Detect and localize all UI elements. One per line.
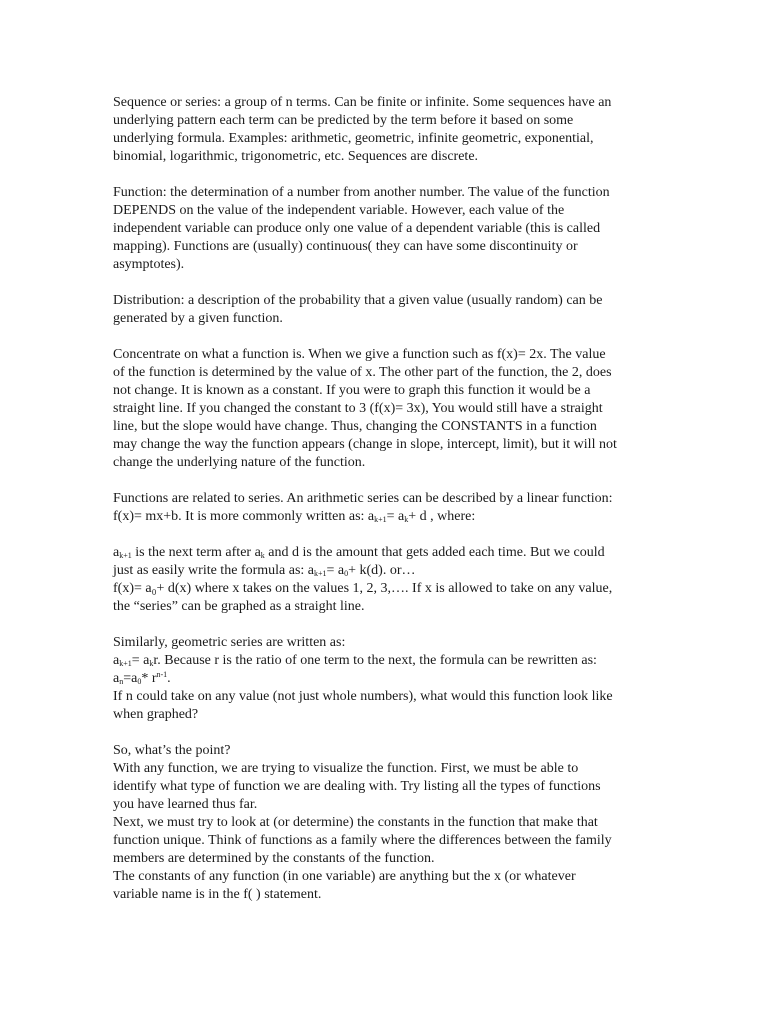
text-line: Next, we must try to look at (or determine) the constants in the function that make that [113, 815, 598, 830]
text-run: is the next term after a [131, 545, 261, 560]
text-line: members are determined by the constants of the function. [113, 851, 435, 866]
text-run: a [113, 653, 120, 668]
formula-line [113, 508, 673, 526]
text-line: variable name is in the f( ) statement. [113, 887, 322, 902]
text-line: identify what type of function we are dealing with. Try listing all the types of functions [113, 779, 601, 794]
text-line: Concentrate on what a function is. When we give a function such as f(x)= 2x. The value [113, 347, 606, 362]
text-line: underlying formula. Examples: arithmetic, geometric, infinite geometric, exponential, [113, 131, 594, 146]
text-line: asymptotes). [113, 257, 185, 272]
text-run: + k(d). or… [348, 563, 416, 578]
text-line: independent variable can produce only one value of a dependent variable (this is called [113, 221, 601, 236]
text-run: just as easily write the formula as: a [113, 563, 314, 578]
text-line: mapping). Functions are (usually) continuous( they can have some discontinuity or [113, 239, 578, 254]
superscript: n-1 [156, 670, 168, 679]
text-line: So, what’s the point? [113, 743, 231, 758]
subscript: 0 [137, 677, 142, 686]
text-line: f(x)= a₀+ d(x) where x takes on the values 1, 2, 3,…. If x is allowed to take on any value, [113, 581, 613, 596]
paragraph-arithmetic-series [113, 490, 673, 526]
text-line: when graphed? [113, 707, 199, 722]
paragraph-function-definition [113, 184, 673, 274]
subscript: k+1 [374, 515, 387, 524]
text-line: Similarly, geometric series are written as: [113, 635, 346, 650]
subscript: n [119, 677, 124, 686]
formula-line [113, 544, 673, 562]
text-line: Function: the determination of a number from another number. The value of the function [113, 185, 610, 200]
text-run: = a [131, 653, 150, 668]
paragraph-sequence-definition [113, 94, 673, 166]
subscript: k [404, 515, 409, 524]
paragraph-geometric-series [113, 634, 673, 724]
paragraph-distribution-definition [113, 292, 673, 328]
text-run: = a [326, 563, 345, 578]
subscript: k+1 [119, 551, 132, 560]
subscript: k+1 [119, 659, 132, 668]
text-line: With any function, we are trying to visualize the function. First, we must be able to [113, 761, 579, 776]
text-line: The constants of any function (in one variable) are anything but the x (or whatever [113, 869, 576, 884]
document-page [113, 94, 673, 922]
text-line: Distribution: a description of the probability that a given value (usually random) can be [113, 293, 603, 308]
text-line: the “series” can be graphed as a straight line. [113, 599, 365, 614]
text-run: . [167, 671, 171, 686]
text-run: = a [386, 509, 405, 524]
text-line: function unique. Think of functions as a family where the differences between the family [113, 833, 612, 848]
text-run: * r [141, 671, 157, 686]
paragraph-whats-the-point [113, 742, 673, 904]
text-run: a [113, 671, 120, 686]
text-line: may change the way the function appears (change in slope, intercept, limit), but it will not [113, 437, 617, 452]
text-line: generated by a given function. [113, 311, 283, 326]
text-line: of the function is determined by the value of x. The other part of the function, the 2, does [113, 365, 612, 380]
text-line: line, but the slope would have change. Thus, changing the CONSTANTS in a function [113, 419, 597, 434]
text-run: a [113, 545, 120, 560]
subscript: 0 [344, 569, 349, 578]
text-line: not change. It is known as a constant. If you were to graph this function it would be a [113, 383, 591, 398]
formula-line [113, 652, 673, 670]
text-line: If n could take on any value (not just whole numbers), what would this function look like [113, 689, 613, 704]
text-run: f(x)= mx+b. It is more commonly written as: a [113, 509, 375, 524]
text-run: and d is the amount that gets added each time. But we could [264, 545, 605, 560]
subscript: k [149, 659, 154, 668]
formula-line [113, 670, 673, 688]
text-line: change the underlying nature of the function. [113, 455, 366, 470]
text-line: binomial, logarithmic, trigonometric, etc. Sequences are discrete. [113, 149, 479, 164]
subscript: k [260, 551, 265, 560]
text-line: DEPENDS on the value of the independent variable. However, each value of the [113, 203, 565, 218]
text-line: straight line. If you changed the constant to 3 (f(x)= 3x), You would still have a straight [113, 401, 603, 416]
text-line: Sequence or series: a group of n terms. Can be finite or infinite. Some sequences have an [113, 95, 612, 110]
subscript: k+1 [314, 569, 327, 578]
paragraph-function-constants [113, 346, 673, 472]
text-run: =a [123, 671, 138, 686]
text-line: you have learned thus far. [113, 797, 258, 812]
formula-line [113, 562, 673, 580]
text-line: Functions are related to series. An arithmetic series can be described by a linear function: [113, 491, 613, 506]
text-run: + d , where: [408, 509, 476, 524]
text-run: r. Because r is the ratio of one term to the next, the formula can be rewritten as: [153, 653, 597, 668]
paragraph-arithmetic-explanation [113, 544, 673, 616]
text-line: underlying pattern each term can be predicted by the term before it based on some [113, 113, 574, 128]
